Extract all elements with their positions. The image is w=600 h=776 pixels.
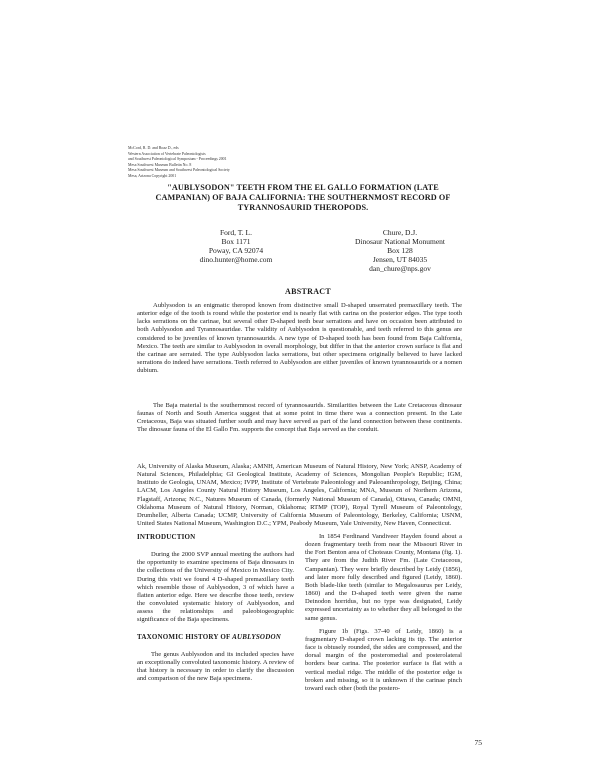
citation-line: and Southwest Paleontological Symposium - Proceedings 2001	[128, 157, 227, 161]
figure-1b-paragraph: Figure 1b (Figs. 37-40 of Leidy, 1860) is a fragmentary D-shaped crown lacking its tip. The anterior face is obtusely rounded, the sides are compressed, and the dorsal margin of the posteromedial and posterolateral borders bear carina. The posterior surface is flat with a vertical medial ridge. The middle of the posterior edge is broken and missing, so it is unknown if the carinae pinch toward each other (both the postero-	[305, 627, 462, 692]
author-address: Poway, CA 92074	[208, 246, 264, 255]
citation-line: Mesa Southwest Museum and Southwest Paleontological Society	[128, 168, 230, 172]
right-column	[305, 533, 462, 698]
paper-title: "AUBLYSODON" TEETH FROM THE EL GALLO FORMATION (LATE CAMPANIAN) OF BAJA CALIFORNIA: THE SOUTHERNMOST RECORD OF TYRANNOSAURID THEROPODS.	[155, 183, 451, 212]
taxonomic-history-paragraph: The genus Aublysodon and its included species have an exceptionally convoluted taxonomic history. A review of that history is necessary in order to clarify the discussion and comparison of the new Baja specimens.	[137, 650, 294, 683]
author-name: Chure, D.J.	[382, 228, 418, 237]
heading-genus: AUBLYSODON	[232, 632, 281, 641]
abstract-heading: ABSTRACT	[285, 287, 331, 296]
author-email: dino.hunter@home.com	[199, 255, 273, 264]
heading-prefix: TAXONOMIC HISTORY OF	[137, 632, 233, 641]
citation-block	[128, 146, 368, 179]
hayden-paragraph: In 1854 Ferdinand Vandiveer Hayden found about a dozen fragmentary teeth from near the Missouri River in the Fort Benton area of Choteaus County, Montana (fig. 1). They are from the Judith River Fm. (Late Cretaceous, Campanian). They were briefly described by Leidy (1856), and later more fully described and figured (Leidy, 1860). Both blade-like teeth (similar to Megalosaurus per Leidy, 1860) and the D-shaped teeth were given the name Deinodon horridus, but no type was designated, Leidy expressed uncertainty as to whether they all belonged to the same genus.	[305, 533, 462, 622]
author-chure	[325, 228, 475, 273]
taxonomic-history-heading	[137, 633, 294, 641]
page-number: 75	[474, 738, 482, 747]
citation-line: Mesa Southwest Museum Bulletin No. 8	[128, 162, 192, 167]
citation-line: McCord, R. D. and Boaz D., eds	[128, 146, 179, 150]
introduction-paragraph: During the 2000 SVP annual meeting the authors had the opportunity to examine specimens of Baja dinosaurs in the collections of the University of Mexico in Mexico City. During this visit we found 4 D-shaped premaxillary teeth which resemble those of Aublysodon, 3 of which have a flatten anterior edge. Here we describe those teeth, review the convoluted systematic history of Aublysodon, and assess the relationships and paleobiogeographic significance of the Baja specimens.	[137, 551, 294, 624]
author-address: Box 128	[387, 246, 413, 255]
author-ford	[171, 228, 301, 264]
author-email: dan_chure@nps.gov	[369, 264, 431, 273]
author-name: Ford, T. L.	[219, 228, 252, 237]
citation-line: Mesa, Arizona Copyright 2001	[128, 173, 177, 178]
citation-line: Western Association of Vertebrate Paleontologists	[128, 151, 206, 156]
abstract-paragraph-1: Aublysodon is an enigmatic theropod known from distinctive small D-shaped unserrated premaxillary teeth. The anterior edge of the tooth is round while the posterior end is nearly flat with carina on the posterior edges. The type tooth lacks serrations on the carinae, but several other D-shaped teeth bear serrations and have on occasion been attributed to both Aublysodon and Tyrannosauridae. The validity of Aublysodon is questionable, and teeth referred to this genus are considered to be juveniles of known tyrannosaurids. A new type of D-shaped tooth has been found from Baja California, Mexico. The teeth are similar to Aublysodon in overall morphology, but differ in that the anterior crown surface is flat and the carinae are serrated. The type Aublysodon lacks serrations, but other specimens originally believed to have lacked serrations do indeed have serrations. Teeth referred to Aublysodon are either juveniles of known tyrannosaurids or a nomen dubium.	[137, 302, 462, 375]
author-address: Box 1171	[221, 237, 251, 246]
left-column	[137, 533, 294, 688]
abbreviations-paragraph: Ak, University of Alaska Museum, Alaska; AMNH, American Museum of Natural History, New York; ANSP, Academy of Natural Sciences, Philadelphia; GI Geological Institute, Academy of Sciences, Mongolian People's Republic; IGM, Instituto de Geologia, UNAM, Mexico; IVPP, Institute of Vertebrate Paleontology and Paleoanthropology, Beijing, China; LACM, Los Angeles County Natural History Museum, Los Angeles, California; MNA, Museum of Northern Arizona, Flagstaff, Arizona; N.C., Natures Museum of Canada, (formerly National Museum of Canada), Ottawa, Canada; OMNI, Oklahoma Museum of Natural History, Norman, Oklahoma; RTMP (TOP), Royal Tyrell Museum of Paleontology, Drumheller, Alberta Canada; UCMP, University of California Museum of Paleontology, Berkeley, California; USNM, United States National Museum, Washington D.C.; YPM, Peabody Museum, Yale University, New Haven, Connecticut.	[137, 463, 462, 528]
author-affiliation: Dinosaur National Monument	[355, 237, 445, 246]
author-address: Jensen, UT 84035	[372, 255, 428, 264]
abstract-paragraph-2: The Baja material is the southernmost record of tyrannosaurids. Similarities between the Late Cretaceous dinosaur faunas of North and South America suggest that at some point in time there was a connection present. In the Late Cretaceous, Baja was situated further south and may have served as part of the land connection between these continents. The dinosaur fauna of the El Gallo Fm. supports the concept that Baja served as the conduit.	[137, 402, 462, 434]
introduction-heading: INTRODUCTION	[137, 533, 196, 541]
